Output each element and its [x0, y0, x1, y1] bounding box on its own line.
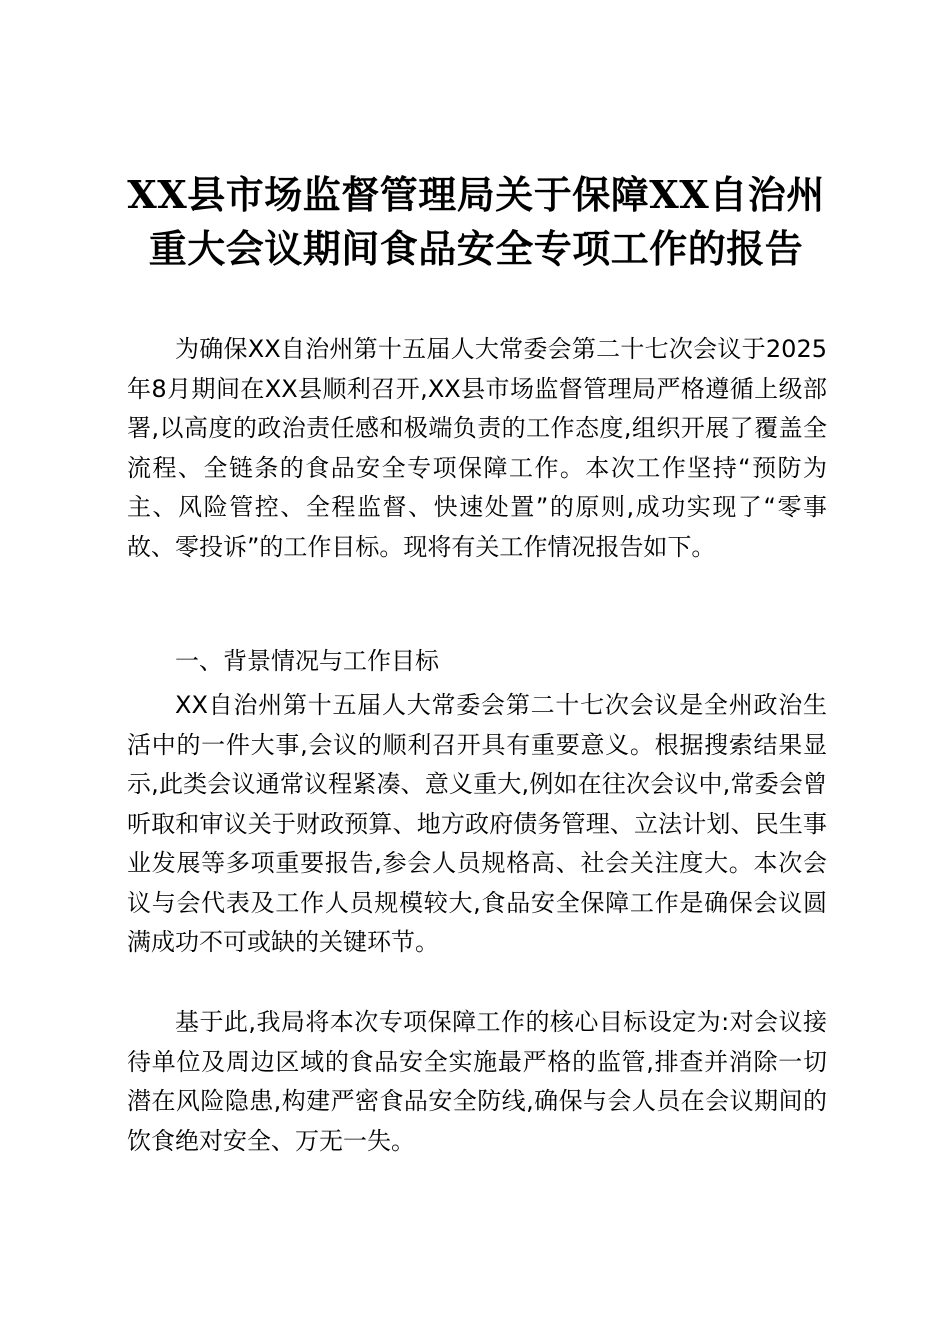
- background-paragraph: XX自治州第十五届人大常委会第二十七次会议是全州政治生活中的一件大事,会议的顺利召开具有重要意义。根据搜索结果显示,此类会议通常议程紧凑、意义重大,例如在往次会议中,常委会曾听取和审议关于财政预算、地方政府债务管理、立法计划、民生事业发展等多项重要报告,参会人员规格高、社会关注度大。本次会议与会代表及工作人员规模较大,食品安全保障工作是确保会议圆满成功不可或缺的关键环节。: [127, 691, 827, 956]
- goal-paragraph: 基于此,我局将本次专项保障工作的核心目标设定为:对会议接待单位及周边区域的食品安全实施最严格的监管,排查并消除一切潜在风险隐患,构建严密食品安全防线,确保与会人员在会议期间的饮食绝对安全、万无一失。: [127, 1008, 827, 1155]
- document-title: XX县市场监督管理局关于保障XX自治州重大会议期间食品安全专项工作的报告: [127, 172, 825, 271]
- section-heading: 一、背景情况与工作目标: [175, 647, 439, 675]
- intro-paragraph: 为确保XX自治州第十五届人大常委会第二十七次会议于2025年8月期间在XX县顺利召开,XX县市场监督管理局严格遵循上级部署,以高度的政治责任感和极端负责的工作态度,组织开展了覆盖全流程、全链条的食品安全专项保障工作。本次工作坚持“预防为主、风险管控、全程监督、快速处置”的原则,成功实现了“零事故、零投诉”的工作目标。现将有关工作情况报告如下。: [127, 335, 827, 561]
